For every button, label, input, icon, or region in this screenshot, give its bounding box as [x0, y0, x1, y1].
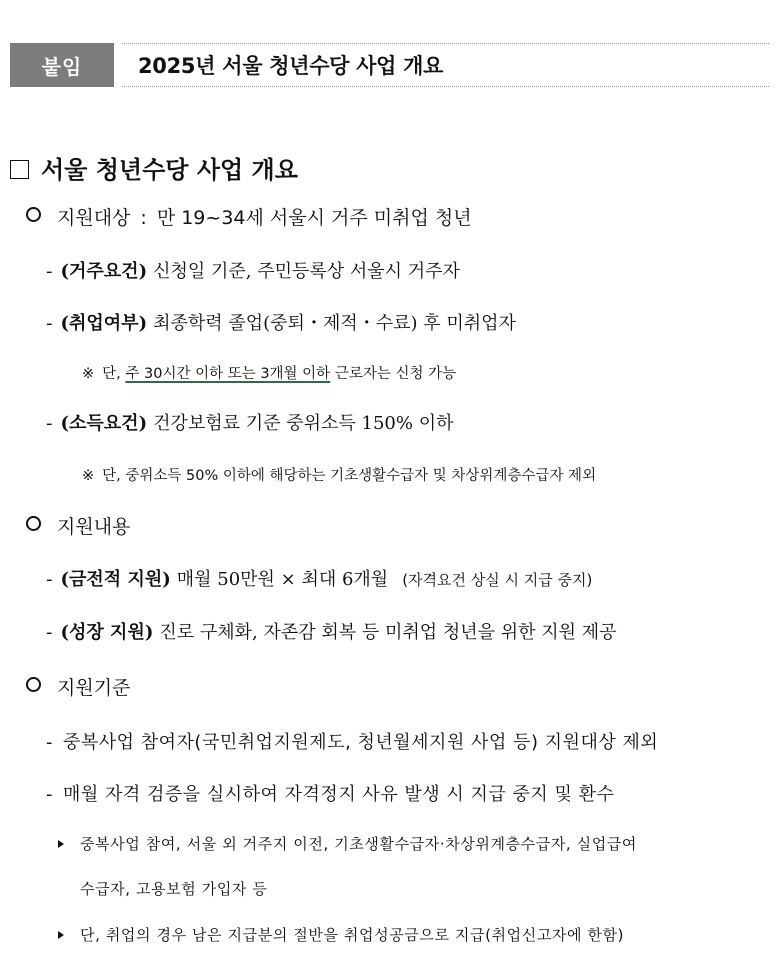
criteria-label: 지원기준	[57, 677, 131, 699]
eligibility-label: 지원대상	[57, 207, 131, 229]
note-prefix: 단,	[102, 366, 121, 382]
financial-support: - (금전적 지원) 매월 50만원 × 최대 6개월 (자격요건 상실 시 지급 중지)	[46, 569, 593, 590]
support-content-label: 지원내용	[57, 516, 131, 538]
item-text: 진로 구체화, 자존감 회복 등 미취업 청년을 위한 지원 제공	[159, 622, 617, 643]
item-label: (소득요건)	[60, 413, 148, 434]
income-note	[82, 464, 596, 485]
residence-requirement: - (거주요건) 신청일 기준, 주민등록상 서울시 거주자	[46, 261, 460, 282]
employment-requirement: - (취업여부) 최종학력 졸업(중퇴・제적・수료) 후 미취업자	[46, 313, 516, 334]
eligibility-heading	[26, 203, 472, 230]
item-label: (취업여부)	[60, 313, 148, 334]
checkbox-square-icon	[10, 160, 29, 179]
note-text: 단, 중위소득 50% 이하에 해당하는 기초생활수급자 및 차상위계층수급자 제외	[102, 468, 597, 484]
triangle-bullet-icon	[58, 840, 64, 848]
circle-bullet-icon	[26, 677, 41, 692]
criteria-text: 중복사업 참여자(국민취업지원제도, 청년월세지원 사업 등) 지원대상 제외	[63, 732, 659, 753]
criteria-bullet-continuation	[80, 878, 267, 899]
circle-bullet-icon	[26, 516, 41, 531]
growth-support: - (성장 지원) 진로 구체화, 자존감 회복 등 미취업 청년을 위한 지원 제공	[46, 622, 617, 643]
criteria-heading	[26, 673, 130, 700]
circle-bullet-icon	[26, 207, 41, 222]
document-header	[10, 41, 769, 87]
item-text: 매월 50만원 × 최대 6개월	[176, 569, 389, 590]
criteria-bullet	[58, 833, 637, 854]
bullet-text: 중복사업 참여, 서울 외 거주지 이전, 기초생활수급자·차상위계층수급자, 실업급여	[80, 835, 638, 853]
item-label: (금전적 지원)	[60, 569, 171, 590]
note-mark: ※	[82, 366, 95, 382]
support-content-heading	[26, 512, 130, 539]
bullet-text: 수급자, 고용보험 가입자 등	[80, 880, 268, 898]
header-title-box	[122, 43, 769, 87]
attachment-tag: 붙임	[10, 43, 114, 87]
note-suffix: 근로자는 신청 가능	[334, 366, 457, 382]
section-title	[10, 150, 298, 185]
income-requirement: - (소득요건) 건강보험료 기준 중위소득 150% 이하	[46, 413, 454, 434]
section-title-text: 서울 청년수당 사업 개요	[41, 156, 298, 184]
item-text: 신청일 기준, 주민등록상 서울시 거주자	[153, 261, 460, 282]
item-text: 최종학력 졸업(중퇴・제적・수료) 후 미취업자	[153, 313, 516, 334]
criteria-item: - 중복사업 참여자(국민취업지원제도, 청년월세지원 사업 등) 지원대상 제외	[46, 732, 659, 753]
item-label: (성장 지원)	[60, 622, 154, 643]
item-label: (거주요건)	[60, 261, 148, 282]
note-underlined: 주 30시간 이하 또는 3개월 이하	[125, 366, 331, 382]
employment-note	[82, 362, 456, 383]
document-title: 2025년 서울 청년수당 사업 개요	[138, 54, 444, 78]
eligibility-text: 만 19~34세 서울시 거주 미취업 청년	[156, 207, 472, 229]
eligibility-separator: :	[140, 207, 147, 229]
note-mark: ※	[82, 468, 95, 484]
triangle-bullet-icon	[58, 931, 64, 939]
item-paren: (자격요건 상실 시 지급 중지)	[402, 571, 593, 589]
item-text: 건강보험료 기준 중위소득 150% 이하	[153, 413, 454, 434]
criteria-text: 매월 자격 검증을 실시하여 자격정지 사유 발생 시 지급 중지 및 환수	[63, 784, 615, 805]
bullet-text: 단, 취업의 경우 남은 지급분의 절반을 취업성공금으로 지급(취업신고자에 한함)	[80, 926, 625, 944]
criteria-item: - 매월 자격 검증을 실시하여 자격정지 사유 발생 시 지급 중지 및 환수	[46, 784, 615, 805]
criteria-bullet	[58, 924, 624, 945]
